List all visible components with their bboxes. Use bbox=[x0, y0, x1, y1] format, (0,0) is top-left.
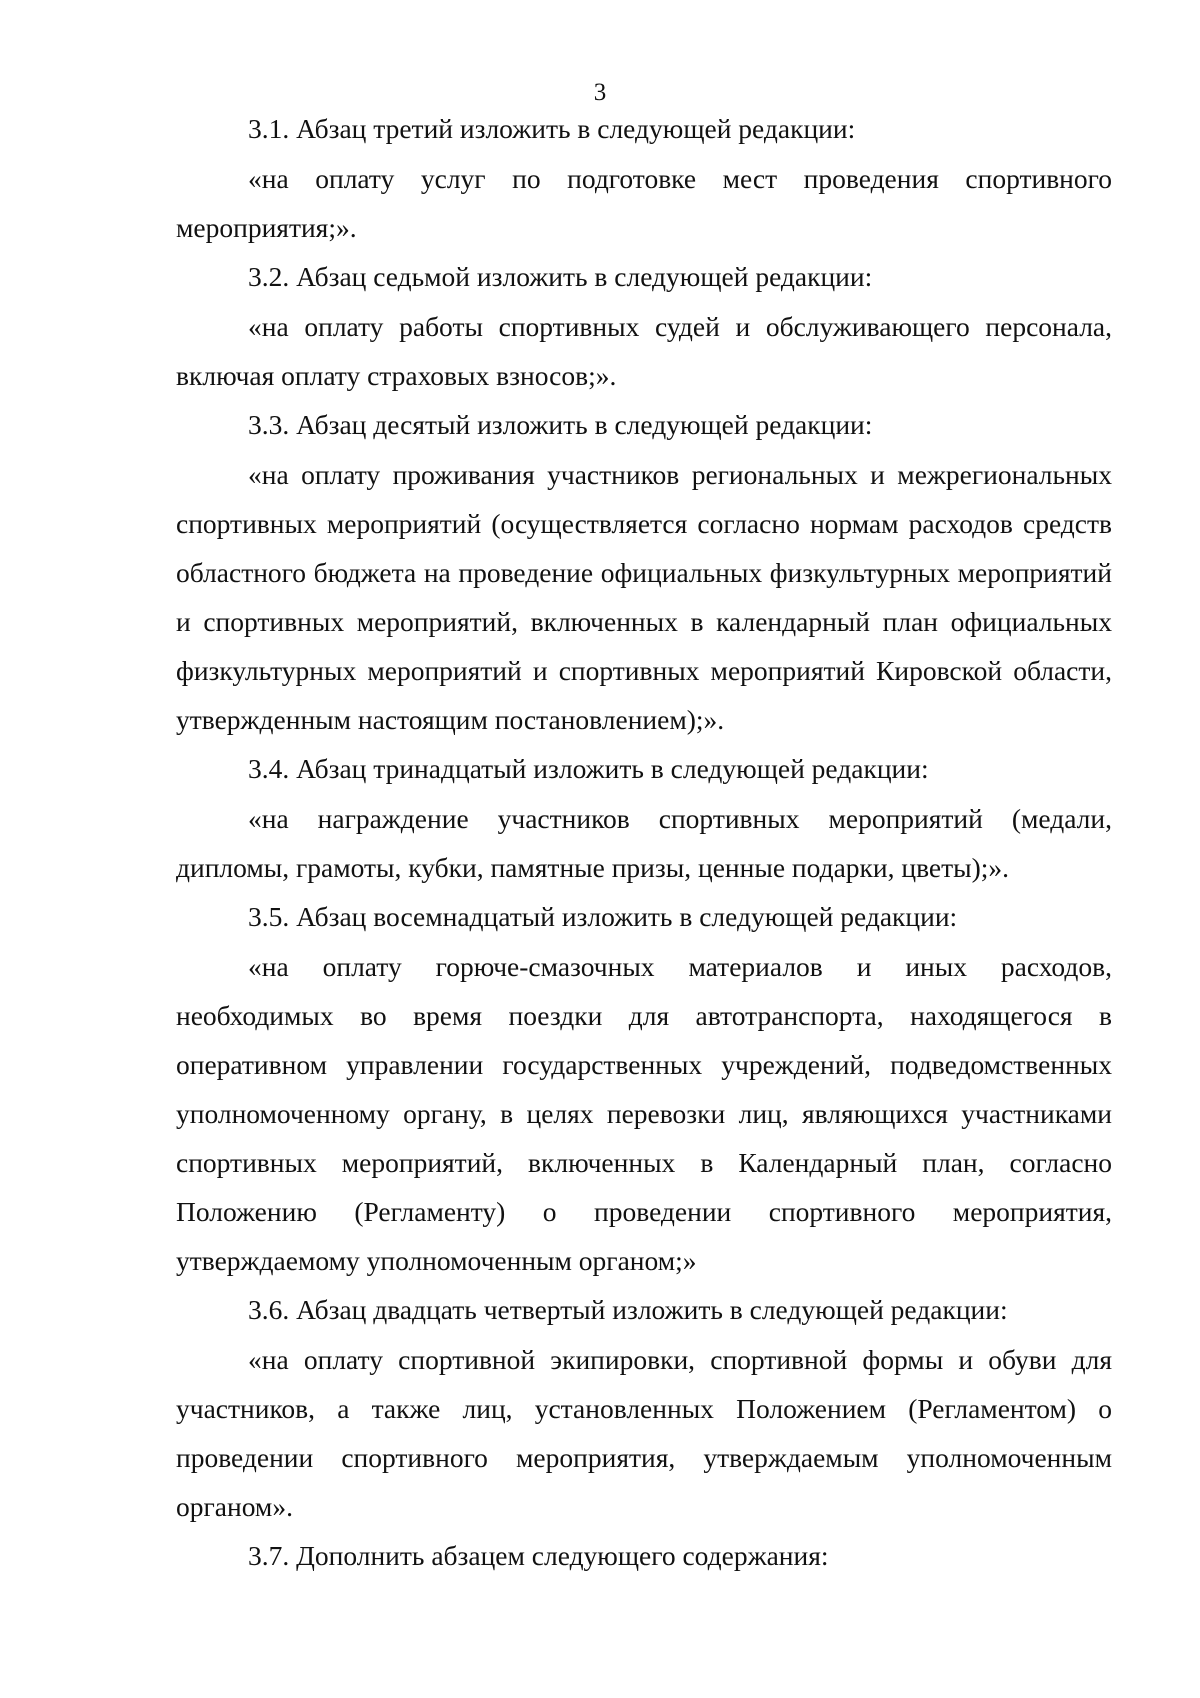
clause-3-3-text: «на оплату проживания участников региональных и межрегиональных спортивных мероприятий (осуществляется согласно нормам расходов средств областного бюджета на проведение официальных физкультурных мероприятий и спортивных мероприятий, включенных в календарный план официальных физкультурных мероприятий и спортивных мероприятий Кировской области, утвержденным настоящим постановлением);». bbox=[176, 459, 1112, 735]
page-number: 3 bbox=[593, 79, 607, 106]
clause-3-6-heading: 3.6. Абзац двадцать четвертый изложить в следующей редакции: bbox=[248, 1294, 1008, 1325]
clause-3-2-heading: 3.2. Абзац седьмой изложить в следующей редакции: bbox=[248, 261, 873, 292]
clause-3-5-text: «на оплату горюче-смазочных материалов и иных расходов, необходимых во время поездки для автотранспорта, находящегося в оперативном управлении государственных учреждений, подведомственных уполномоченному органу, в целях перевозки лиц, являющихся участниками спортивных мероприятий, включенных в Календарный план, согласно Положению (Регламенту) о проведении спортивного мероприятия, утверждаемому уполномоченным органом;» bbox=[176, 951, 1112, 1276]
clause-3-4-heading: 3.4. Абзац тринадцатый изложить в следующей редакции: bbox=[248, 753, 929, 784]
clause-3-2-text: «на оплату работы спортивных судей и обслуживающего персонала, включая оплату страховых взносов;». bbox=[176, 311, 1112, 391]
clause-3-6-text: «на оплату спортивной экипировки, спортивной формы и обуви для участников, а также лиц, установленных Положением (Регламентом) о проведении спортивного мероприятия, утверждаемым уполномоченным органом». bbox=[176, 1344, 1112, 1522]
clause-3-3-heading: 3.3. Абзац десятый изложить в следующей редакции: bbox=[248, 409, 873, 440]
clause-3-1-text: «на оплату услуг по подготовке мест проведения спортивного мероприятия;». bbox=[176, 163, 1112, 243]
clause-3-7-heading: 3.7. Дополнить абзацем следующего содержания: bbox=[248, 1540, 829, 1571]
clause-3-5-heading: 3.5. Абзац восемнадцатый изложить в следующей редакции: bbox=[248, 901, 958, 932]
clause-3-4-text: «на награждение участников спортивных мероприятий (медали, дипломы, грамоты, кубки, памятные призы, ценные подарки, цветы);». bbox=[176, 803, 1112, 883]
clause-3-1-heading: 3.1. Абзац третий изложить в следующей редакции: bbox=[248, 113, 856, 144]
document-body bbox=[176, 104, 1112, 1581]
